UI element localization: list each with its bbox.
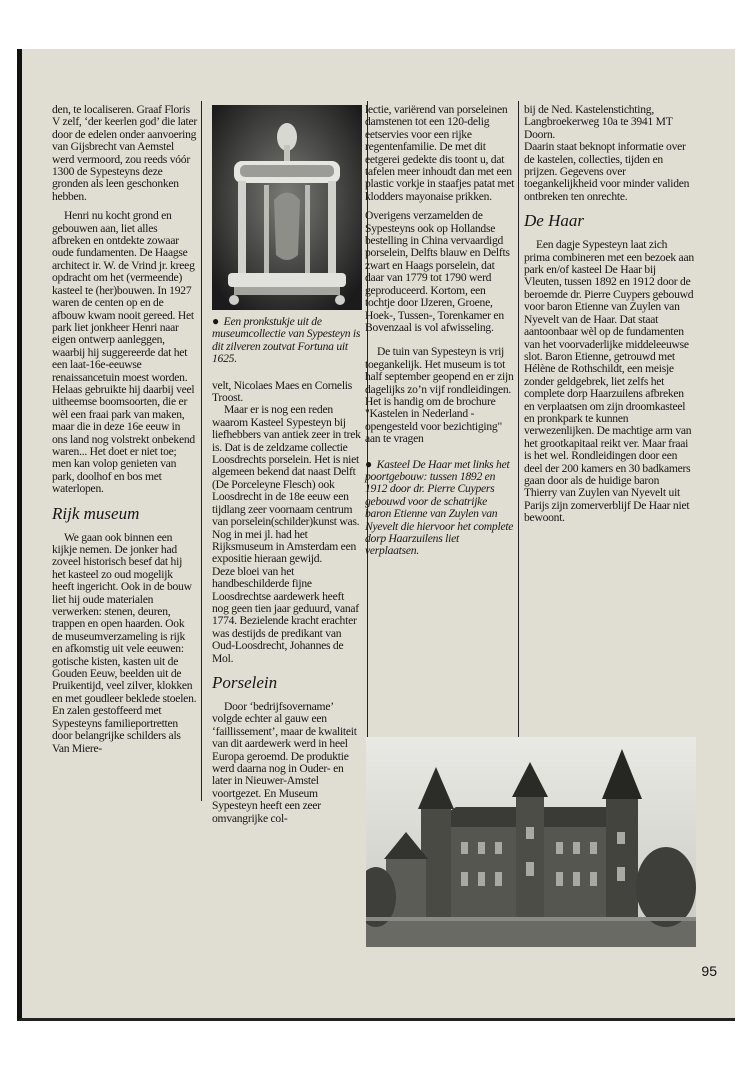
- col3-paragraph-1: lectie, variërend van porseleinen damstenen tot een 120-delig eetservies voor een rijke regentenfamilie. De met dit eetgerei gedekte dis toont u, dat tafelen meer inhoudt dan met een plastic vorkje in staafjes patat met klodders mayonaise prikken.: [365, 103, 515, 203]
- col2-paragraph-1: velt, Nicolaes Maes en Cornelis Troost.: [212, 378, 353, 405]
- col1-paragraph-3: We gaan ook binnen een kijkje nemen. De jonker had zoveel historisch besef dat hij het kasteel zo oud mogelijk heeft ingericht. Ook in de bouw liet hij oude materialen verwerken: stenen, deuren, trappen en open haarden. Ook de museumverzameling is rijk en afkomstig uit vele eeuwen: gotische kisten, kasten uit de Gouden Eeuw, beelden uit de Pruikentijd, veel zilver, klokken en met goudleer beklede stoelen. En zalen gestoffeerd met Sypesteyns familieportretten door belangrijke schilders als Van Miere-: [52, 530, 197, 755]
- bullet-icon: ●: [365, 456, 372, 471]
- col1-paragraph-2: Henri nu kocht grond en gebouwen aan, liet alles afbreken en ontdekte zowaar oude fundamenten. De Haagse architect ir. W. de Vrind jr. kreeg opdracht om het (vermeende) kasteel te (her)bouwen. In 1927 waren de centen op en de afbouw kwam nooit gereed. Het park liet jonkheer Henri naar eigen ontwerp aanleggen, waarbij hij suggereerde dat het een laat-16e-eeuwse renaissancetuin moest worden. Helaas gebruikte hij daarbij veel uitheemse boomsoorten, die er wèl een fraai park van maken, maar die in deze 16e eeuw in ons land nog volstrekt onbekend waren... Het doet er niet toe; men kan volop genieten van park, doolhof en bos met waterlopen.: [52, 209, 195, 496]
- salt-cellar-caption-text: Een pronkstukje uit de museumcollectie van Sypesteyn is dit zilveren zoutvat Fortuna uit 1625.: [212, 315, 361, 366]
- heading-rijk-museum: Rijk museum: [52, 503, 140, 523]
- heading-de-haar: De Haar: [524, 211, 584, 231]
- col4-paragraph-2: Daarin staat beknopt informatie over de kastelen, collecties, tijden en prijzen. Gegevens over toegankelijkheid voor minder validen ontbreken ten onrechte.: [524, 140, 690, 203]
- col3-paragraph-2: Overigens verzamelden de Sypesteyns ook op Hollandse bestelling in China vervaardigd porselein, Delfts blauw en Delfts zwart en Haags porselein, dat daar van 1779 tot 1790 werd geproduceerd. Kortom, een tochtje door IJzeren, Groene, Hoek-, Tussen-, Torenkamer en Bovenzaal is vol afwisseling.: [365, 209, 510, 334]
- column-2: [212, 315, 362, 825]
- col2-paragraph-4: Door ‘bedrijfsovername’ volgde echter al gauw een ‘faillissement’, maar de kwaliteit van dit aardewerk werd in heel Europa geroemd. De produktie werd daarna nog in Ouder- en later in Nieuwer-Amstel voortgezet. En Museum Sypesteyn heeft een zeer omvangrijke col-: [212, 699, 357, 825]
- magazine-page: [17, 49, 735, 1021]
- col4-paragraph-1: bij de Ned. Kastelenstichting, Langbroekerweg 10a te 3941 MT Doorn.: [524, 103, 673, 141]
- salt-cellar-image: [212, 105, 362, 310]
- salt-cellar-photo: [212, 105, 362, 310]
- col3-paragraph-3: De tuin van Sypesteyn is vrij toegankelijk. Het museum is tot half september geopend en er zijn dagelijks zo’n vijf rondleidingen. Het is handig om de brochure "Kastelen in Nederland - opengesteld voor bezichtiging" aan te vragen: [365, 345, 514, 446]
- column-4: [524, 104, 694, 525]
- column-divider-3: [518, 101, 519, 751]
- column-3: [365, 104, 515, 558]
- heading-porselein: Porselein: [212, 672, 278, 692]
- col2-paragraph-3: Deze bloei van het handbeschilderde fijne Loosdrechtse aardewerk heeft nog geen tien jaar geduurd, vanaf 1774. Bezielende kracht erachter was destijds de predikant van Oud-Loosdrecht, Johannes de Mol.: [212, 564, 359, 665]
- page-number: 95: [701, 963, 717, 979]
- column-1: [52, 104, 197, 755]
- castle-caption: [365, 458, 515, 558]
- salt-cellar-caption: [212, 315, 362, 366]
- castle-caption-text: Kasteel De Haar met links het poortgebouw: tussen 1892 en 1912 door dr. Pierre Cuypers gebouwd voor de schatrijke baron Etienne van Zuylen van Nyevelt die hiervoor het complete dorp Haarzuilens liet verplaatsen.: [365, 457, 514, 558]
- col4-paragraph-3: Een dagje Sypesteyn laat zich prima combineren met een bezoek aan park en/of kasteel De Haar bij Vleuten, tussen 1892 en 1912 door de beroemde dr. Pierre Cuypers gebouwd voor baron Etienne van Zuylen van Nyevelt van de Haar. Dat staat aantoonbaar wèl op de fundamenten van het voorvaderlijke middeleeuwse slot. Baron Etienne, getrouwd met Hélène de Rothschildt, een meisje zonder geldgebrek, liet zelfs het complete dorp Haarzuilens afbreken en verplaatsen om zijn droomkasteel en pronkpark te kunnen verwezenlijken. De machtige arm van het grootkapitaal reikt ver. Maar fraai is het wel. Rondleidingen door een deel der 200 kamers en 30 badkamers gaan door als de huidige baron Thierry van Zuylen van Nyevelt uit Parijs zijn zomerverblijf De Haar niet bewoont.: [524, 238, 694, 525]
- col1-paragraph-1: den, te localiseren. Graaf Floris V zelf, ‘der keerlen god’ die later door de edelen onder aanvoering van Gijsbrecht van Aemstel werd vermoord, zou reeds vóór 1300 de Sypesteyns deze gronden als leen geschonken hebben.: [52, 103, 198, 203]
- column-divider-1: [201, 101, 202, 801]
- col2-paragraph-2: Maar er is nog een reden waarom Kasteel Sypesteyn bij liefhebbers van antiek zeer in trek is. Dat is de zeldzame collectie Loosdrechts porselein. Het is niet algemeen bekend dat naast Delft (De Porceleyne Flesch) ook Loosdrecht in de 18e eeuw een tijdlang zeer voornaam centrum van porselein(schilder)kunst was. Nog in mei jl. had het Rijksmuseum in Amsterdam een expositie hieraan gewijd.: [212, 403, 361, 566]
- castle-de-haar-photo: [366, 737, 696, 947]
- castle-image: [366, 737, 696, 947]
- bullet-icon: ●: [212, 314, 219, 328]
